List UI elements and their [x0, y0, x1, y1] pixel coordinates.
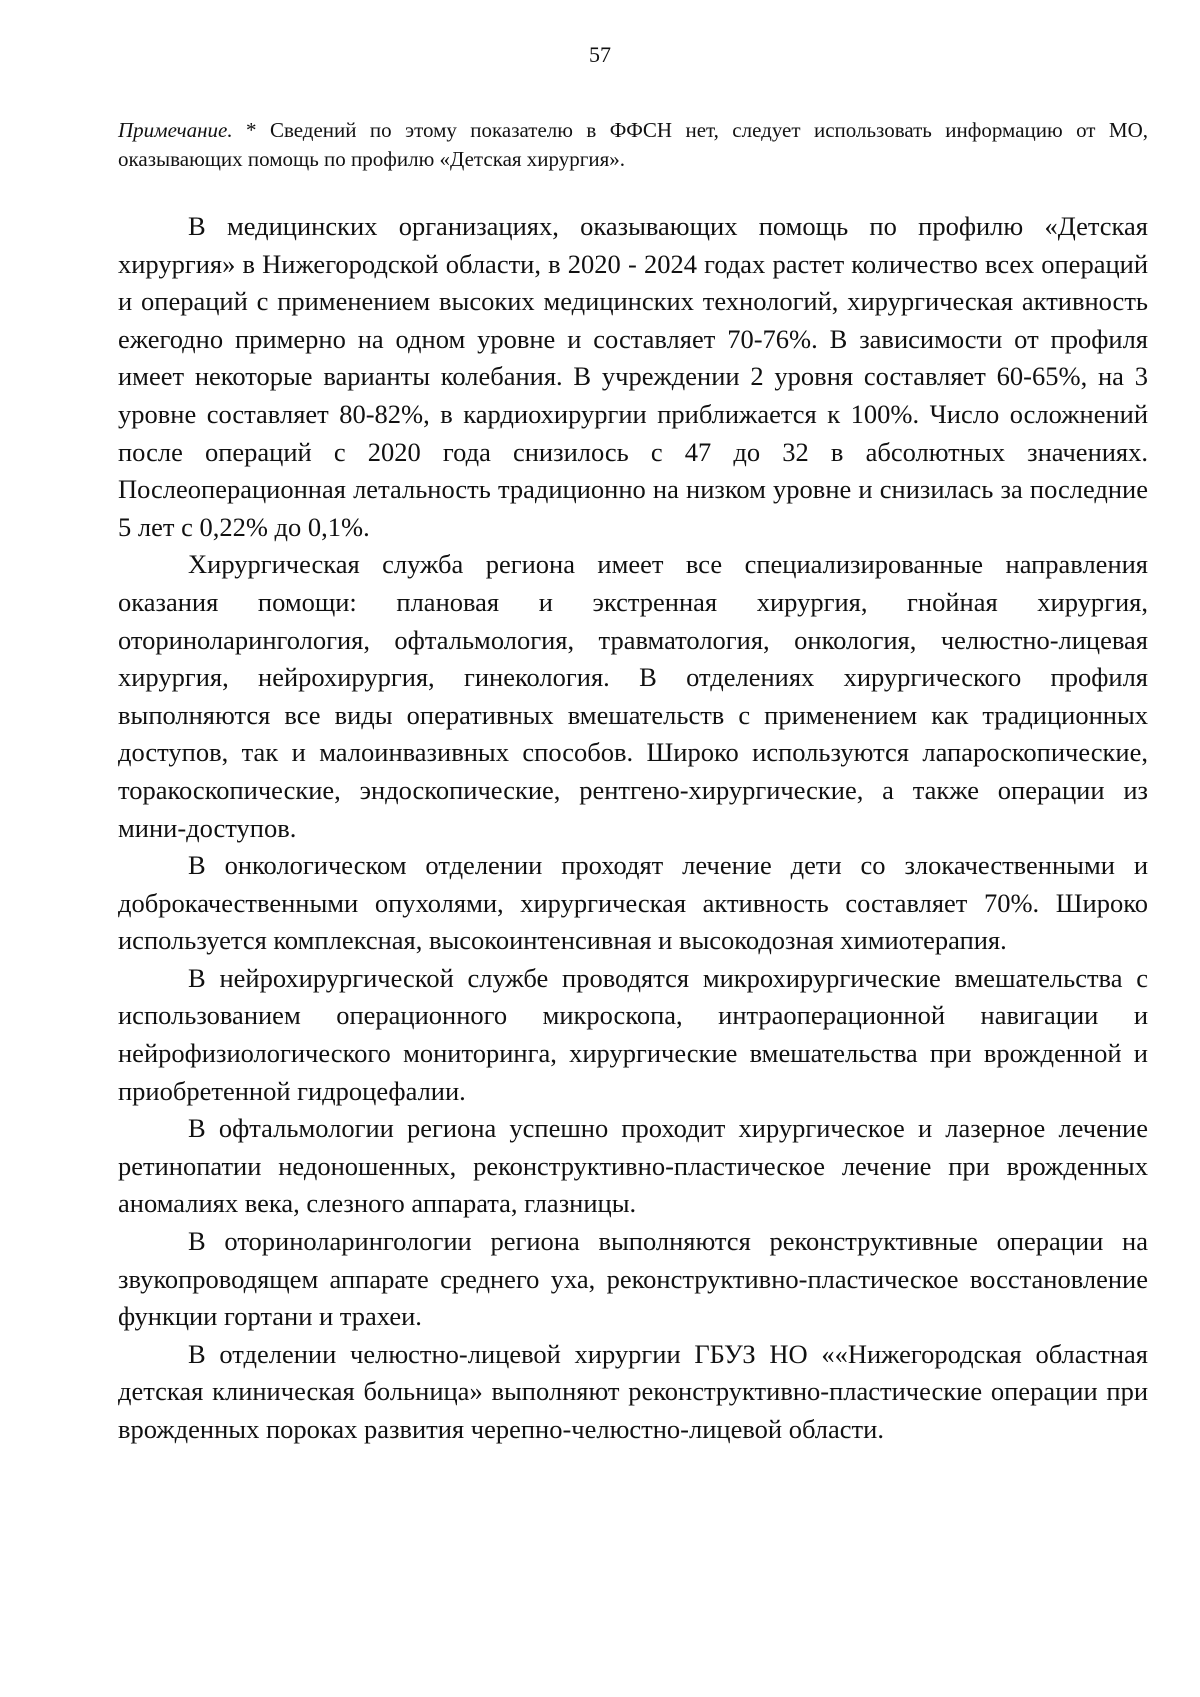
note-label: Примечание. — [118, 118, 233, 142]
body-text — [118, 208, 1148, 1449]
page-number: 57 — [589, 42, 611, 67]
paragraph-neurosurgery: В нейрохирургической службе проводятся микрохирургические вмешательства с использованием операционного микроскопа, интраоперационной навигации и нейрофизиологического мониторинга, хирургические вмешательства при врожденной и приобретенной гидроцефалии. — [118, 962, 1148, 1106]
paragraph-oncology: В онкологическом отделении проходят лечение дети со злокачественными и доброкачественными опухолями, хирургическая активность составляет 70%. Широко используется комплексная, высокоинтенсивная и высокодозная химиотерапия. — [118, 850, 1148, 956]
paragraph-otorhinolaryngology: В оториноларингологии региона выполняются реконструктивные операции на звукопроводящем аппарате среднего уха, реконструктивно-пластическое восстановление функции гортани и трахеи. — [118, 1226, 1148, 1332]
paragraph-surgical-activity: В медицинских организациях, оказывающих помощь по профилю «Детская хирургия» в Нижегородской области, в 2020 - 2024 годах растет количество всех операций и операций с применением высоких медицинских технологий, хирургическая активность ежегодно примерно на одном уровне и составляет 70-76%. В зависимости от профиля имеет некоторые варианты колебания. В учреждении 2 уровня составляет 60-65%, на 3 уровне составляет 80-82%, в кардиохирургии приближается к 100%. Число осложнений после операций с 2020 года снизилось с 47 до 32 в абсолютных значениях. Послеоперационная летальность традиционно на низком уровне и снизилась за последние 5 лет с 0,22% до 0,1%. — [118, 211, 1148, 542]
footnote-note — [118, 116, 1148, 174]
paragraph-surgical-service: Хирургическая служба региона имеет все специализированные направления оказания помощи: плановая и экстренная хирургия, гнойная хирургия, оториноларингология, офтальмология, травматология, онкология, челюстно-лицевая хирургия, нейрохирургия, гинекология. В отделениях хирургического профиля выполняются все виды оперативных вмешательств с применением как традиционных доступов, так и малоинвазивных способов. Широко используются лапароскопические, торакоскопические, эндоскопические, рентгено-хирургические, а также операции из мини-доступов. — [118, 549, 1148, 843]
note-text: * Сведений по этому показателю в ФФСН нет, следует использовать информацию от МО, оказывающих помощь по профилю «Детская хирургия». — [118, 118, 1148, 171]
paragraph-maxillofacial: В отделении челюстно-лицевой хирургии ГБУЗ НО ««Нижегородская областная детская клиническая больница» выполняют реконструктивно-пластические операции при врожденных пороках развития черепно-челюстно-лицевой области. — [118, 1338, 1148, 1444]
paragraph-ophthalmology: В офтальмологии региона успешно проходит хирургическое и лазерное лечение ретинопатии недоношенных, реконструктивно-пластическое лечение при врожденных аномалиях века, слезного аппарата, глазницы. — [118, 1113, 1148, 1219]
